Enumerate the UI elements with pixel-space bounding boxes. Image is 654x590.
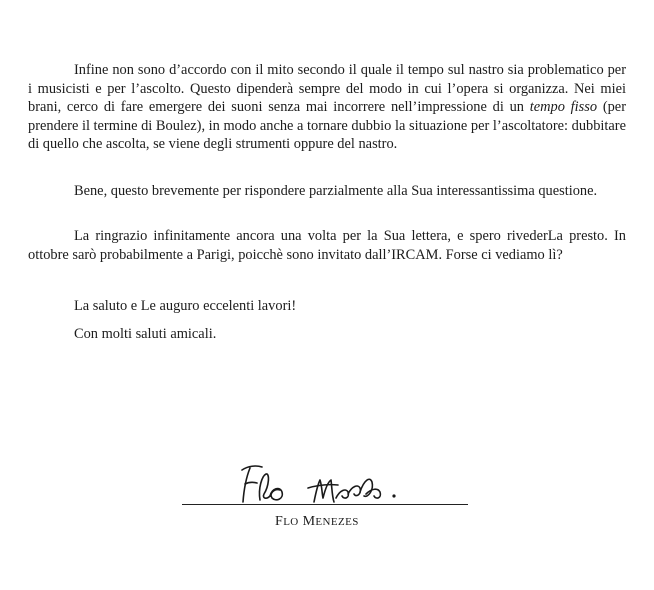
name-last-initial: M (302, 514, 316, 529)
letter-paragraph-1 (28, 61, 626, 154)
name-first-initial: F (275, 514, 284, 529)
signature-line (182, 504, 468, 505)
handwritten-signature (236, 458, 416, 508)
name-first-rest: LO (283, 516, 299, 528)
letter-paragraph-2: Bene, questo brevemente per rispondere parzialmente alla Sua interessantissima questione. (74, 183, 598, 199)
name-last-rest: ENEZES (315, 516, 359, 528)
signatory-name (275, 514, 359, 530)
paragraph-1-text-end: (per prendere il termine di Boulez), in modo anche a tornare dubbio la situazione per l’ascoltatore: dubbitare di quello che ascolta, se viene degli strumenti oppure del nastro. (28, 99, 626, 152)
letter-paragraph-3: La ringrazio infinitamente ancora una volta per la Sua lettera, e spero rivederLa presto. In ottobre sarò probabilmente a Parigi, poicchè sono invitato dall’IRCAM. Forse ci vediamo lì? (28, 228, 626, 263)
paragraph-1-text-start: Infine non sono d’accordo con il mito secondo il quale il tempo sul nastro sia problematico per i musicisti e per l’ascolto. Questo dipenderà sempre del modo in cui l’opera si organizza. Nei miei brani, cerco di fare emergere dei suoni senza mai incorrere nell’impressione di un (28, 62, 626, 115)
closing-salutation: Con molti saluti amicali. (74, 326, 217, 342)
closing-greeting: La saluto e Le auguro eccelenti lavori! (74, 298, 297, 314)
paragraph-1-italic-term: tempo fisso (529, 99, 598, 115)
